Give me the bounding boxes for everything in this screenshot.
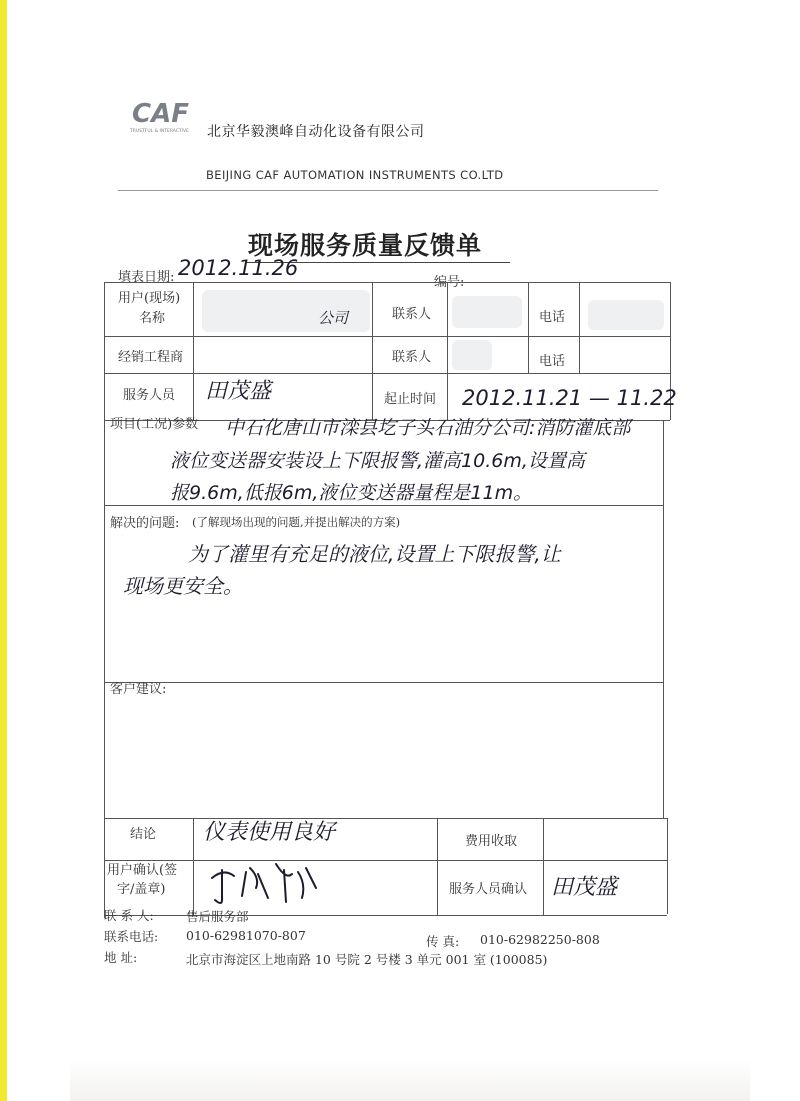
staff-name-value: 田茂盛 — [205, 379, 272, 404]
period-label: 起止时间 — [384, 392, 437, 407]
logo-text: CAF — [132, 99, 189, 129]
row-divider-4 — [104, 505, 664, 506]
project-line-2: 液位变送器安装设上下限报警,灌高10.6m,设置高 — [170, 450, 585, 472]
table-top-border — [104, 282, 670, 283]
row-divider-5 — [104, 682, 664, 683]
footer-phone-label: 联系电话: — [104, 929, 159, 944]
staff-label: 服务人员 — [123, 388, 176, 403]
form-title: 现场服务质量反馈单 — [248, 231, 483, 260]
suggestion-label: 客户建议: — [110, 682, 167, 697]
col-divider-e — [579, 282, 580, 373]
row-divider-1 — [104, 336, 670, 337]
phone-label: 电话 — [539, 310, 566, 325]
caf-logo-mark — [130, 98, 210, 134]
company-name-en: BEIJING CAF AUTOMATION INSTRUMENTS CO.LTD — [206, 168, 504, 182]
staff-signature: 田茂盛 — [551, 875, 618, 900]
logo-tagline: TRUSTFUL & INTERACTIVE — [130, 129, 189, 134]
footer-address-value: 北京市海淀区上地南路 10 号院 2 号楼 3 单元 001 室 (100085) — [186, 952, 548, 967]
date-value: 2012.11.26 — [178, 256, 299, 280]
footer-phone-value: 010-62981070-807 — [186, 928, 306, 943]
col-divider-f — [193, 818, 194, 915]
footer-fax-label: 传 真: — [426, 934, 460, 949]
user-confirm-label-line1: 用户确认(签 — [107, 863, 178, 878]
table-left-border — [104, 282, 105, 918]
user-label-line1: 用户(现场) — [118, 291, 181, 306]
solution-line-2: 现场更安全。 — [123, 574, 243, 598]
contact-label: 联系人 — [392, 307, 432, 322]
col-divider-h — [543, 818, 544, 915]
date-label: 填表日期: — [118, 270, 175, 285]
user-name-value: 公司 — [318, 309, 349, 327]
scan-edge — [0, 0, 7, 1101]
row-divider-2 — [104, 373, 670, 374]
col-divider-a — [193, 282, 194, 420]
footer-contact-value: 售后服务部 — [186, 909, 249, 924]
row-divider-7 — [104, 860, 667, 861]
footer-address-label: 地 址: — [104, 950, 138, 965]
solution-line-1: 为了灌里有充足的液位,设置上下限报警,让 — [188, 542, 561, 566]
redacted-phone — [588, 300, 664, 330]
footer-fax-value: 010-62982250-808 — [480, 932, 600, 947]
dealer-contact-label: 联系人 — [392, 350, 432, 365]
table-right-border-bottom — [667, 818, 668, 914]
dealer-phone-label: 电话 — [539, 354, 566, 369]
caf-logo — [130, 98, 210, 138]
table-right-border-mid — [663, 420, 664, 818]
footer-contact-label: 联 系 人: — [104, 908, 154, 923]
project-line-1: 中石化唐山市滦县圪子头石油分公司:消防灌底部 — [225, 417, 631, 439]
project-label: 项目(工况)参数 — [110, 417, 199, 432]
customer-signature — [206, 858, 321, 908]
solution-label: 解决的问题: — [110, 516, 180, 531]
redacted-contact — [452, 296, 522, 328]
staff-confirm-label: 服务人员确认 — [449, 882, 528, 897]
col-divider-d — [528, 282, 529, 373]
user-label-line2: 名称 — [139, 311, 166, 326]
redacted-dealer-contact — [452, 340, 492, 370]
period-value: 2012.11.21 — 11.22 — [462, 386, 677, 410]
company-name-cn: 北京华毅澳峰自动化设备有限公司 — [207, 124, 425, 140]
col-divider-c — [447, 282, 448, 420]
conclusion-value: 仪表使用良好 — [203, 820, 336, 845]
row-divider-6 — [104, 818, 667, 819]
dealer-label: 经销工程商 — [118, 350, 184, 365]
col-divider-b — [372, 282, 373, 420]
project-line-3: 报9.6m,低报6m,液位变送器量程是11m。 — [170, 482, 533, 504]
number-label: 编号: — [434, 275, 465, 290]
header-divider — [118, 190, 658, 191]
solution-hint: (了解现场出现的问题,并提出解决的方案) — [192, 515, 401, 529]
scan-smudge — [70, 1060, 750, 1101]
fee-label: 费用收取 — [465, 834, 518, 849]
user-confirm-label-line2: 字/盖章) — [117, 882, 166, 897]
col-divider-g — [437, 818, 438, 915]
conclusion-label: 结论 — [130, 827, 157, 842]
